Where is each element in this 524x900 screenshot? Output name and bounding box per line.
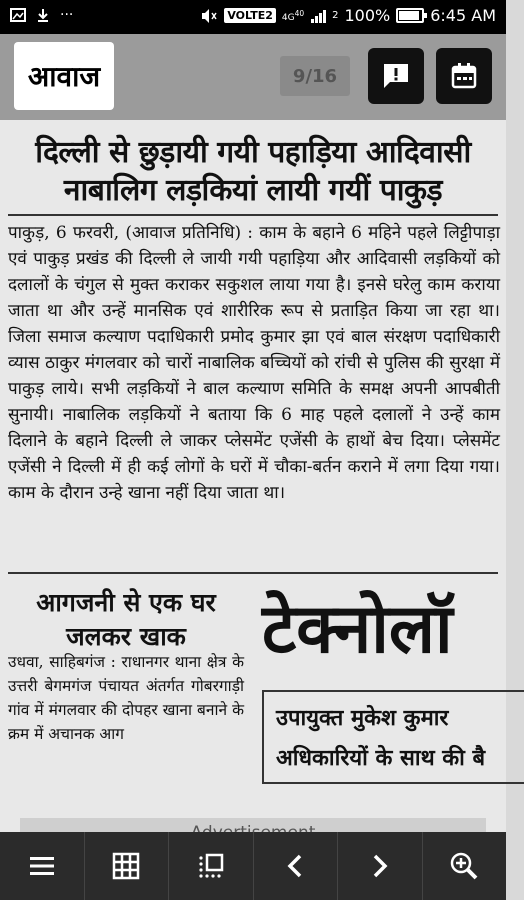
headline-line-1: दिल्ली से छुड़ायी गयी पहाड़िया आदिवासी — [35, 135, 471, 170]
side-headline-line-1: आगजनी से एक घर — [36, 588, 216, 617]
status-left — [10, 7, 73, 23]
side-article-body: उधवा, साहिबगंज : राधानगर थाना क्षेत्र के उत्तरी बेगमगंज पंचायत अंतर्गत गोबरगाड़ी गांव में मंगलवार की दोपहर खाना बनाने के क्रम में अचानक आग — [8, 653, 244, 743]
image-notification-icon — [10, 8, 26, 22]
network-type: $4G^{40}$ — [281, 8, 305, 23]
battery-icon — [396, 8, 424, 23]
download-notification-icon — [36, 8, 50, 22]
page-list-icon — [197, 852, 225, 880]
status-bar — [0, 0, 506, 34]
right-article-box — [262, 690, 524, 784]
menu-button[interactable] — [0, 832, 85, 900]
signal-icon — [310, 9, 326, 23]
more-notifications-icon: ··· — [60, 7, 74, 23]
grid-button[interactable] — [85, 832, 170, 900]
menu-icon — [29, 855, 55, 877]
article-body: पाकुड़, 6 फरवरी, (आवाज प्रतिनिधि) : काम के बहाने 6 महिने पहले लिट्टीपाड़ा एवं पाकुड़ प्रखंड की दिल्ली ले जायी गयी पहाड़िया और आदिवासी लड़कियों को दलालों के चंगुल से मुक्त कराकर सकुशल लाया गया है। इनसे घरेलु काम कराया जाता था और उन्हें मानसिक एवं शारीरिक रूप से प्रताड़ित किया जा रहा था। जिला समाज कल्याण पदाधिकारी प्रमोद कुमार झा एवं बाल संरक्षण पदाधिकारी व्यास ठाकुर मंगलवार को चारों नाबालिक बच्चियों को रांची से पुलिस की सुरक्षा में पाकुड़ लाये। सभी लड़कियों ने बाल कल्याण समिति के समक्ष अपनी आपबीती सुनायी। नाबालिक लड़कियों ने बताया कि 6 माह पहले दलालों ने उन्हें काम दिलाने के बहाने दिल्ली ले जाकर प्लेसमेंट एजेंसी के हाथों बेच दिया। प्लेसमेंट एजेंसी ने दिल्ली में ही कई लोगों के घरों में चौका-बर्तन कराने में लगा दिया गया। काम के दौरान उन्हे खाना नहीं दिया जाता था। — [8, 223, 500, 503]
app-logo[interactable]: आवाज — [14, 42, 114, 110]
battery-fill — [399, 11, 419, 20]
next-page-button[interactable] — [338, 832, 423, 900]
side-article-headline — [8, 586, 244, 654]
right-article-headline: टेक्नोलॉ — [262, 590, 453, 669]
clock: 6:45 AM — [430, 6, 496, 25]
zoom-button[interactable] — [423, 832, 507, 900]
divider — [8, 214, 498, 216]
article-headline — [0, 134, 506, 210]
newspaper-page[interactable] — [0, 120, 506, 832]
headline-line-2: नाबालिग लड़कियां लायी गयीं पाकुड़ — [63, 173, 443, 208]
report-icon — [381, 61, 411, 91]
mute-icon — [200, 8, 218, 24]
sim-indicator: 2 — [332, 10, 339, 21]
side-headline-line-2: जलकर खाक — [66, 622, 186, 651]
divider — [8, 572, 498, 574]
calendar-button[interactable] — [436, 48, 492, 104]
report-button[interactable] — [368, 48, 424, 104]
bottom-toolbar — [0, 832, 506, 900]
status-right — [200, 6, 496, 25]
chevron-right-icon — [370, 853, 390, 879]
volte-badge: VOLTE2 — [224, 8, 276, 23]
page-list-button[interactable] — [169, 832, 254, 900]
page-indicator[interactable]: 9/16 — [280, 56, 350, 96]
previous-page-button[interactable] — [254, 832, 339, 900]
app-bar — [0, 34, 506, 120]
battery-percent: 100% — [344, 6, 391, 25]
box-line-1: उपायुक्त मुकेश कुमार — [276, 706, 449, 731]
chevron-left-icon — [285, 853, 305, 879]
zoom-in-icon — [449, 851, 479, 881]
calendar-icon — [450, 62, 478, 90]
grid-icon — [112, 852, 140, 880]
box-line-2: अधिकारियों के साथ की बै — [276, 746, 486, 771]
